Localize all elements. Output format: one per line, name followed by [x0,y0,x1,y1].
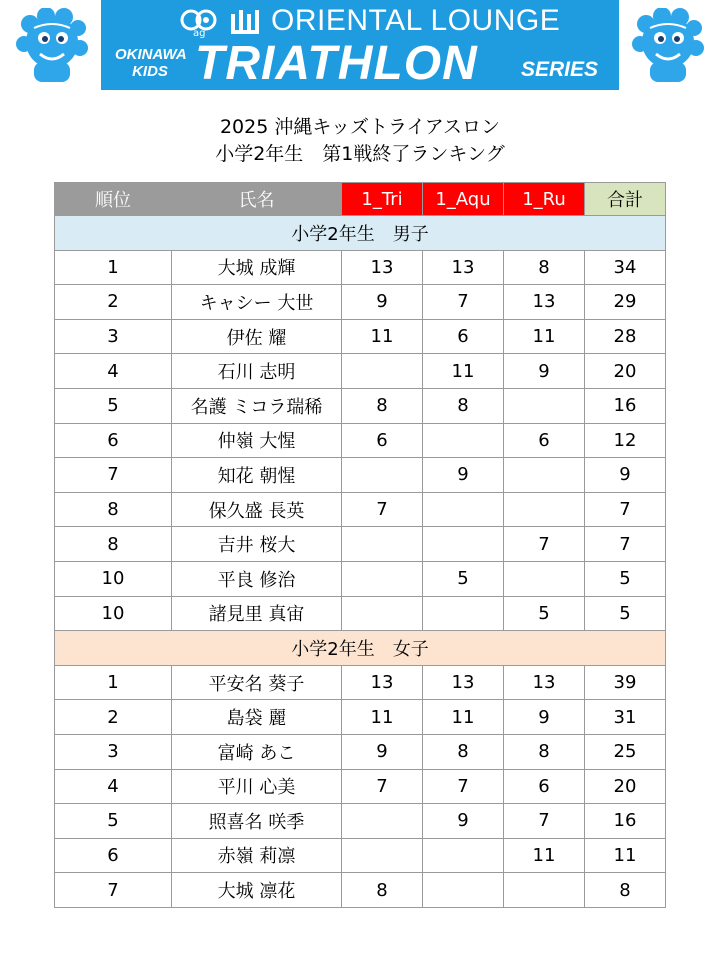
cell-rank: 2 [55,285,172,320]
cell-total: 11 [585,838,666,873]
cell-total: 29 [585,285,666,320]
kids-line1: OKINAWA [115,46,187,63]
header-tri: 1_Tri [342,183,423,216]
cell-aqu: 11 [423,354,504,389]
header-rank: 順位 [55,183,172,216]
cell-aqu [423,423,504,458]
cell-rank: 4 [55,354,172,389]
cell-name: 富崎 あこ [172,734,342,769]
cell-name: 名護 ミコラ瑞稀 [172,388,342,423]
cell-rank: 10 [55,561,172,596]
table-row [55,769,666,804]
cell-name: 諸見里 真宙 [172,596,342,631]
cell-aqu: 13 [423,665,504,700]
cell-run: 8 [504,734,585,769]
section-title: 小学2年生 女子 [55,631,666,666]
cell-aqu [423,527,504,562]
cell-name: 大城 成輝 [172,250,342,285]
header-run: 1_Ru [504,183,585,216]
cell-aqu: 13 [423,250,504,285]
table-row [55,665,666,700]
ranking-table-body [55,216,666,908]
cell-total: 5 [585,596,666,631]
table-row [55,423,666,458]
cell-run: 5 [504,596,585,631]
table-row [55,492,666,527]
cell-aqu: 5 [423,561,504,596]
header-name: 氏名 [172,183,342,216]
cell-rank: 10 [55,596,172,631]
cell-rank: 8 [55,492,172,527]
cell-aqu [423,596,504,631]
cell-tri: 8 [342,873,423,908]
cell-run: 11 [504,838,585,873]
kids-line2: KIDS [132,63,168,80]
cell-tri [342,354,423,389]
okinawa-kids-label [115,46,185,80]
table-row [55,285,666,320]
cell-run: 8 [504,250,585,285]
cell-name: 照喜名 咲季 [172,804,342,839]
series-word: SERIES [521,58,599,81]
cell-total: 20 [585,769,666,804]
page-subtitle: 小学2年生 第1戦終了ランキング [215,143,505,165]
cell-total: 20 [585,354,666,389]
cell-total: 9 [585,458,666,493]
cell-name: 平川 心美 [172,769,342,804]
cell-aqu: 8 [423,734,504,769]
shisa-lion-icon [16,8,88,86]
triathlon-word: TRIATHLON [195,37,478,90]
cell-total: 31 [585,700,666,735]
cell-aqu: 7 [423,285,504,320]
header-total: 合計 [585,183,666,216]
cell-tri [342,561,423,596]
cell-name: 吉井 桜大 [172,527,342,562]
cell-run [504,492,585,527]
cell-name: 大城 凛花 [172,873,342,908]
cell-run: 7 [504,527,585,562]
table-header-row [55,183,666,216]
cell-aqu: 9 [423,458,504,493]
cell-tri [342,458,423,493]
cell-rank: 5 [55,388,172,423]
cell-name: 保久盛 長英 [172,492,342,527]
cell-run: 13 [504,285,585,320]
cell-run [504,388,585,423]
cell-run: 7 [504,804,585,839]
section-row-boys [55,216,666,251]
table-row [55,527,666,562]
cell-rank: 3 [55,319,172,354]
cell-tri [342,596,423,631]
cell-run: 11 [504,319,585,354]
cell-tri: 13 [342,665,423,700]
cell-rank: 7 [55,873,172,908]
cell-run [504,458,585,493]
triathlon-series-banner [101,0,619,90]
cell-total: 7 [585,492,666,527]
section-title: 小学2年生 男子 [55,216,666,251]
cell-total: 7 [585,527,666,562]
cell-total: 12 [585,423,666,458]
cell-tri: 9 [342,734,423,769]
table-row [55,388,666,423]
cell-total: 5 [585,561,666,596]
cell-total: 34 [585,250,666,285]
table-row [55,319,666,354]
cell-total: 39 [585,665,666,700]
cell-total: 16 [585,804,666,839]
cell-rank: 1 [55,665,172,700]
brand-name: ORIENTAL LOUNGE [271,4,561,37]
ranking-table [54,182,666,908]
cell-total: 25 [585,734,666,769]
cell-tri [342,527,423,562]
page-title: 2025 沖縄キッズトライアスロン [219,116,501,138]
cell-run: 6 [504,769,585,804]
cell-name: 島袋 麗 [172,700,342,735]
cell-rank: 1 [55,250,172,285]
cell-aqu: 7 [423,769,504,804]
cell-rank: 3 [55,734,172,769]
header-aqu: 1_Aqu [423,183,504,216]
table-row [55,804,666,839]
cell-run [504,561,585,596]
cell-tri: 13 [342,250,423,285]
cell-run: 6 [504,423,585,458]
table-row [55,873,666,908]
cell-rank: 6 [55,423,172,458]
cell-aqu: 11 [423,700,504,735]
section-row-girls [55,631,666,666]
table-row [55,354,666,389]
cell-name: 平良 修治 [172,561,342,596]
cell-tri: 6 [342,423,423,458]
table-row [55,250,666,285]
lounge-mark-icon [229,8,263,36]
cell-rank: 8 [55,527,172,562]
cell-name: キャシー 大世 [172,285,342,320]
cell-aqu [423,838,504,873]
cell-aqu: 9 [423,804,504,839]
cell-run: 9 [504,354,585,389]
cell-tri: 8 [342,388,423,423]
cell-rank: 6 [55,838,172,873]
cell-name: 石川 志明 [172,354,342,389]
cell-rank: 4 [55,769,172,804]
cell-run: 9 [504,700,585,735]
cell-total: 8 [585,873,666,908]
cell-total: 16 [585,388,666,423]
brand-small-text: ag [193,28,206,39]
cell-rank: 5 [55,804,172,839]
cell-total: 28 [585,319,666,354]
cell-tri: 11 [342,319,423,354]
cell-run: 13 [504,665,585,700]
cell-name: 仲嶺 大惺 [172,423,342,458]
cell-tri: 9 [342,285,423,320]
cell-aqu [423,873,504,908]
cell-aqu: 8 [423,388,504,423]
cell-aqu: 6 [423,319,504,354]
table-row [55,596,666,631]
table-row [55,700,666,735]
cell-run [504,873,585,908]
shisa-lion-icon [632,8,704,86]
cell-tri: 7 [342,769,423,804]
table-row [55,458,666,493]
cell-tri: 7 [342,492,423,527]
cell-rank: 7 [55,458,172,493]
cell-name: 知花 朝惺 [172,458,342,493]
cell-aqu [423,492,504,527]
cell-tri [342,804,423,839]
cell-rank: 2 [55,700,172,735]
cell-tri [342,838,423,873]
cell-tri: 11 [342,700,423,735]
table-row [55,734,666,769]
cell-name: 伊佐 耀 [172,319,342,354]
table-row [55,561,666,596]
cell-name: 平安名 葵子 [172,665,342,700]
cell-name: 赤嶺 莉凛 [172,838,342,873]
table-row [55,838,666,873]
